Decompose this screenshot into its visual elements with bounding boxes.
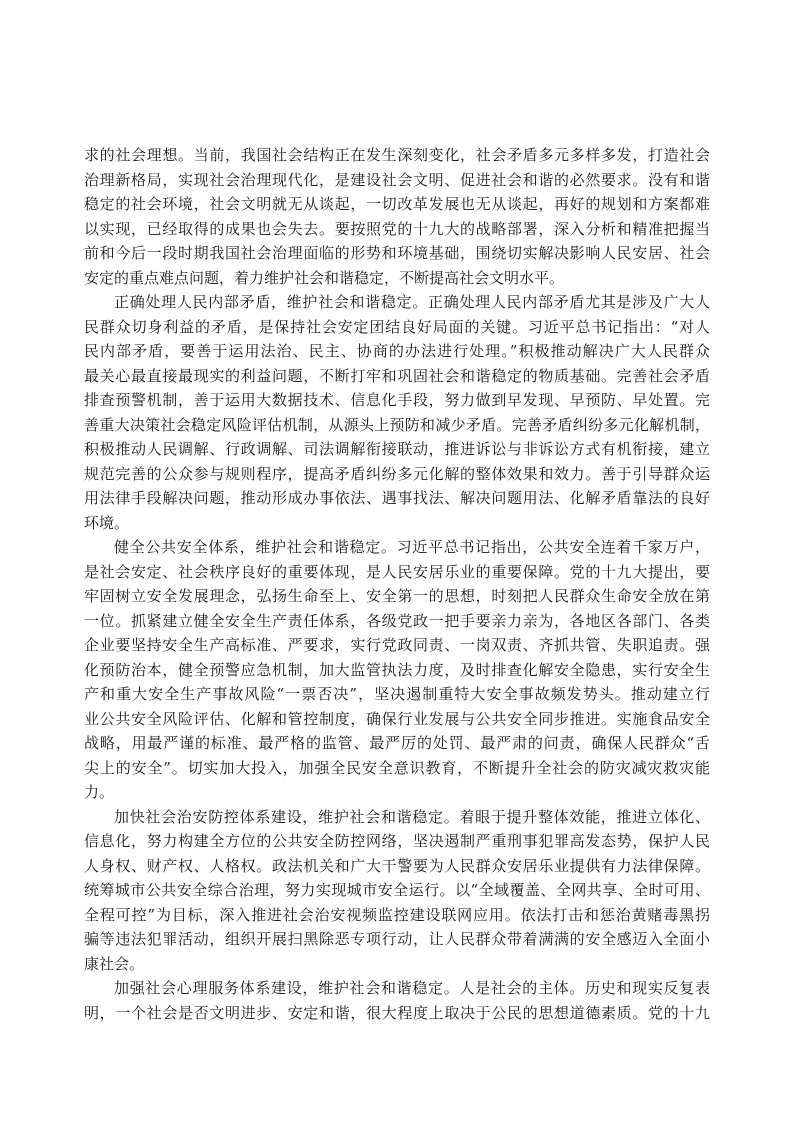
- paragraph-5: [84, 976, 710, 1025]
- text-line: 人身权、财产权、人格权。政法机关和广大干警要为人民群众安居乐业提供有力法律保障。: [84, 856, 710, 875]
- text-line: 以实现，已经取得的成果也会失去。要按照党的十九大的战略部署，深入分析和精准把握当: [84, 219, 710, 238]
- text-line: 稳定的社会环境，社会文明就无从谈起，一切改革发展也无从谈起，再好的规划和方案都难: [84, 195, 710, 213]
- text-line: 民群众切身利益的矛盾，是保持社会安定团结良好局面的关键。习近平总书记指出：“对人: [84, 317, 710, 336]
- text-line: 求的社会理想。当前，我国社会结构正在发生深刻变化，社会矛盾多元多样多发，打造社会: [84, 146, 710, 164]
- text-line: 安定的重点难点问题，着力维护社会和谐稳定，不断提高社会文明水平。: [84, 268, 565, 287]
- paragraph-1: [84, 143, 710, 290]
- paragraph-2: [84, 290, 710, 535]
- text-line: 加快社会治安防控体系建设，维护社会和谐稳定。着眼于提升整体效能，推进立体化、: [114, 807, 710, 826]
- text-line: 业公共安全风险评估、化解和管控制度，确保行业发展与公共安全同步推进。实施食品安全: [84, 709, 710, 728]
- text-line: 治理新格局，实现社会治理现代化，是建设社会文明、促进社会和谐的必然要求。没有和谐: [84, 170, 710, 189]
- text-line: 是社会安定、社会秩序良好的重要体现，是人民安居乐业的重要保障。党的十九大提出，要: [84, 562, 710, 581]
- text-line: 健全公共安全体系，维护社会和谐稳定。习近平总书记指出，公共安全连着千家万户，: [114, 538, 710, 556]
- text-line: 最关心最直接最现实的利益问题，不断打牢和巩固社会和谐稳定的物质基础。完善社会矛盾: [84, 366, 710, 385]
- text-line: 尖上的安全”。切实加大投入，加强全民安全意识教育，不断提升全社会的防灾减灾救灾能: [84, 758, 710, 777]
- text-line: 企业要坚持安全生产高标准、严要求，实行党政同责、一岗双责、齐抓共管、失职追责。强: [84, 636, 710, 654]
- text-line: 统筹城市公共安全综合治理，努力实现城市安全运行。以“全域覆盖、全网共享、全时可用、: [84, 881, 710, 899]
- text-line: 明，一个社会是否文明进步、安定和谐，很大程度上取决于公民的思想道德素质。党的十九: [84, 1003, 710, 1022]
- text-line: 正确处理人民内部矛盾，维护社会和谐稳定。正确处理人民内部矛盾尤其是涉及广大人: [114, 293, 710, 311]
- text-line: 善重大决策社会稳定风险评估机制，从源头上预防和减少矛盾。完善矛盾纠纷多元化解机制，: [84, 415, 710, 434]
- paragraph-4: [84, 805, 710, 977]
- text-line: 信息化，努力构建全方位的公共安全防控网络，坚决遏制严重刑事犯罪高发态势，保护人民: [84, 832, 710, 850]
- text-line: 化预防治本，健全预警应急机制，加大监管执法力度，及时排查化解安全隐患，实行安全生: [84, 660, 710, 679]
- text-line: 排查预警机制，善于运用大数据技术、信息化手段，努力做到早发现、早预防、早处置。完: [84, 391, 710, 409]
- text-line: 产和重大安全生产事故风险“一票否决”，坚决遏制重特大安全事故频发势头。推动建立行: [84, 685, 710, 703]
- text-line: 牢固树立安全发展理念，弘扬生命至上、安全第一的思想，时刻把人民群众生命安全放在第: [84, 587, 710, 605]
- text-line: 康社会。: [84, 954, 145, 973]
- text-line: 前和今后一段时期我国社会治理面临的形势和环境基础，围绕切实解决影响人民安居、社会: [84, 244, 710, 262]
- text-line: 力。: [84, 783, 115, 801]
- text-line: 用法律手段解决问题，推动形成办事依法、遇事找法、解决问题用法、化解矛盾靠法的良好: [84, 489, 710, 507]
- text-line: 全程可控”为目标，深入推进社会治安视频监控建设联网应用。依法打击和惩治黄赌毒黑拐: [84, 905, 710, 924]
- document-body: [84, 143, 710, 1025]
- text-line: 一位。抓紧建立健全安全生产责任体系，各级党政一把手要亲力亲为，各地区各部门、各类: [84, 611, 710, 630]
- text-line: 民内部矛盾，要善于运用法治、民主、协商的办法进行处理。”积极推动解决广大人民群众: [84, 342, 710, 360]
- text-line: 环境。: [84, 513, 130, 532]
- paragraph-3: [84, 535, 710, 805]
- text-line: 规范完善的公众参与规则程序，提高矛盾纠纷多元化解的整体效果和效力。善于引导群众运: [84, 464, 710, 483]
- text-line: 加强社会心理服务体系建设，维护社会和谐稳定。人是社会的主体。历史和现实反复表: [114, 979, 710, 997]
- text-line: 骗等违法犯罪活动，组织开展扫黑除恶专项行动，让人民群众带着满满的安全感迈入全面小: [84, 930, 710, 948]
- text-line: 积极推动人民调解、行政调解、司法调解衔接联动，推进诉讼与非诉讼方式有机衔接，建立: [84, 440, 710, 458]
- text-line: 战略，用最严谨的标准、最严格的监管、最严厉的处罚、最严肃的问责，确保人民群众“舌: [84, 734, 710, 752]
